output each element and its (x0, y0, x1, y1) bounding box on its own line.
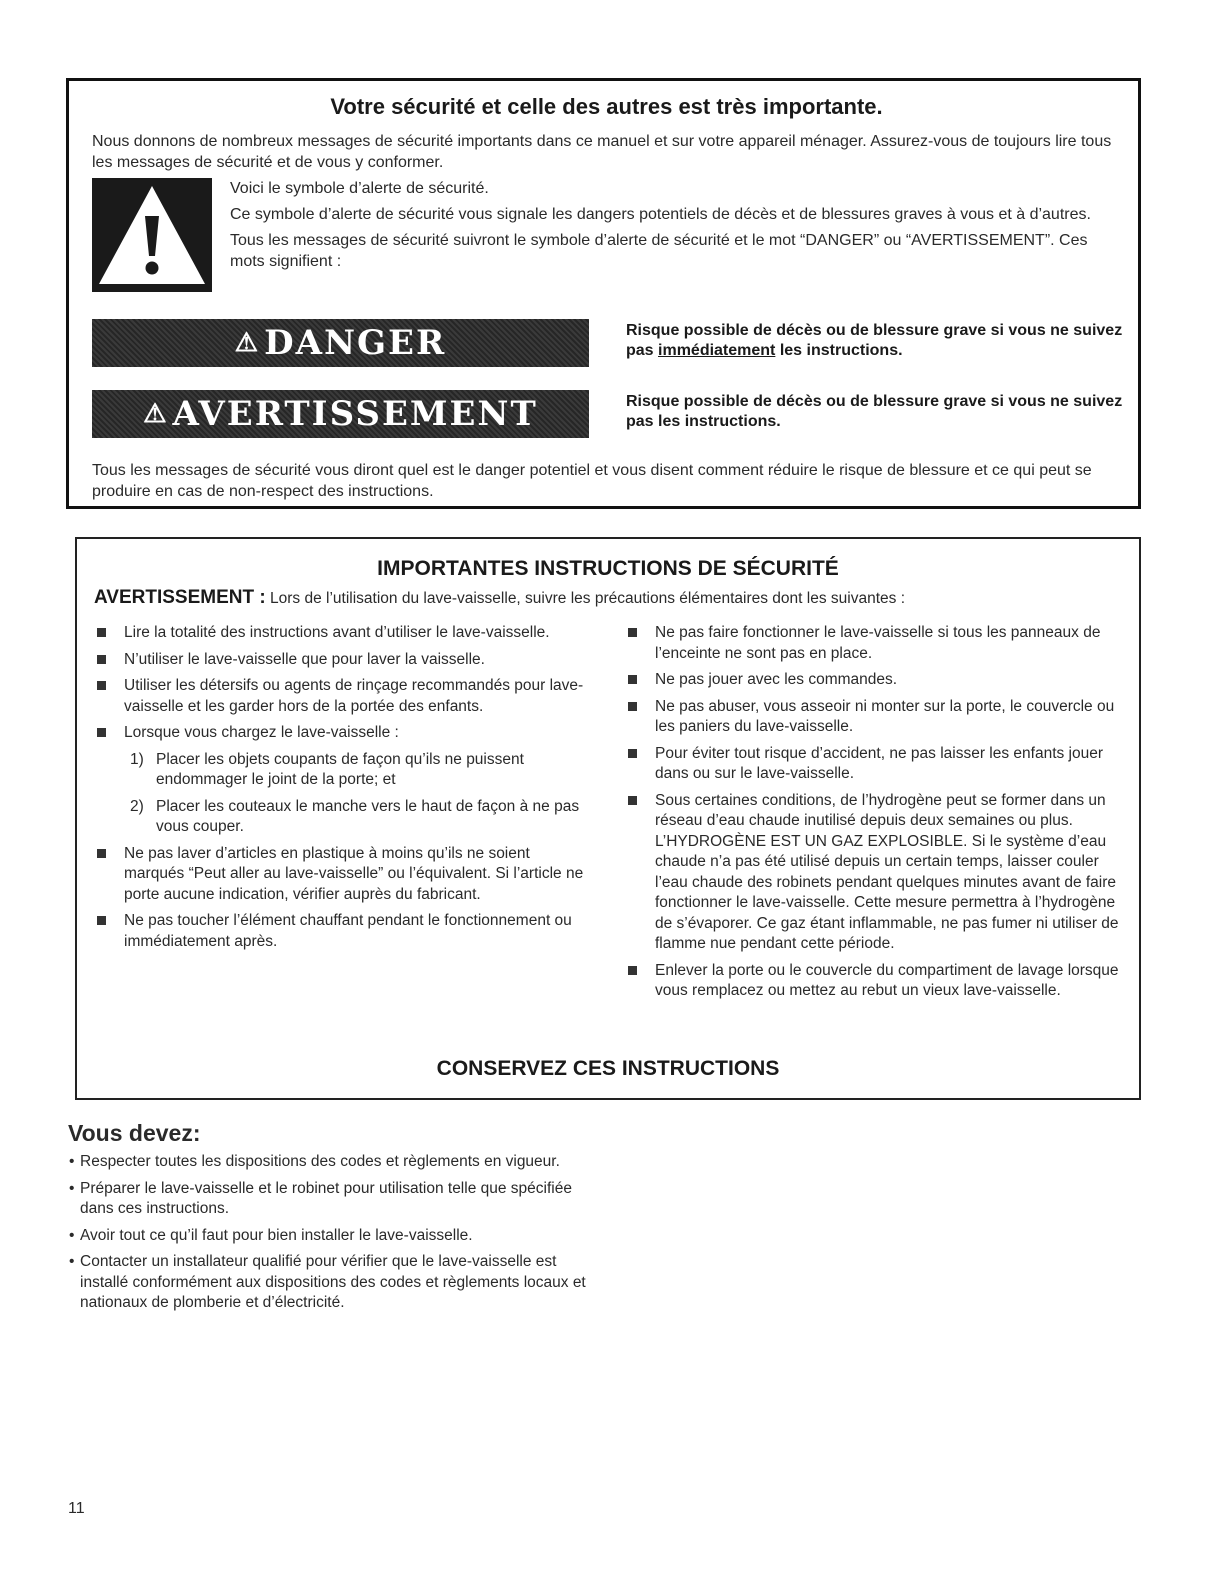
sub-list-item: 2) Placer les couteaux le manche vers le haut de façon à ne pas vous couper. (130, 797, 580, 835)
instructions-left-column (94, 623, 594, 958)
bullet-icon (97, 916, 106, 925)
instructions-warning-label: AVERTISSEMENT : (94, 587, 266, 608)
instructions-right-column (625, 623, 1130, 1008)
page-number: 11 (68, 1500, 85, 1517)
instructions-box (75, 537, 1141, 1100)
alert-explanation (230, 178, 1110, 277)
bullet-icon (97, 728, 106, 737)
list-item: Pour éviter tout risque d’accident, ne pas laisser les enfants jouer dans ou sur le lave-vaisselle. (625, 744, 1130, 785)
bullet-icon (628, 966, 637, 975)
bullet-icon (628, 628, 637, 637)
warning-definition: Risque possible de décès ou de blessure grave si vous ne suivez pas les instructions. (626, 393, 1123, 430)
list-item: • Respecter toutes les dispositions des codes et règlements en vigueur. (68, 1152, 608, 1173)
list-item: Ne pas toucher l’élément chauffant pendant le fonctionnement ou immédiatement après. (94, 911, 594, 952)
list-item: Lorsque vous chargez le lave-vaisselle : (94, 723, 594, 744)
instructions-footer: CONSERVEZ CES INSTRUCTIONS (436, 1057, 780, 1080)
bullet-icon: • (69, 1253, 75, 1270)
bullet-icon (97, 628, 106, 637)
danger-label: DANGER (264, 323, 447, 363)
list-item: Sous certaines conditions, de l’hydrogène peut se former dans un réseau d’eau chaude inutilisé depuis deux semaines ou plus. L’HYDROGÈNE EST UN GAZ EXPLOSIBLE. Si le système d’eau chaude n’a pas été utilisé depuis un certain temps, laisser couler l’eau chaude des robinets pendant quelques minutes avant de faire fonctionner le lave-vaisselle. Cette mesure permettra à l’hydrogène de s’évaporer. Ce gaz étant inflammable, ne pas fumer ni utiliser de flamme nue pendant cette période. (625, 791, 1130, 955)
list-item: • Contacter un installateur qualifié pour vérifier que le lave-vaisselle est installé conformément aux dispositions des codes et règlements locaux et nationaux de plomberie et d’électricité. (69, 1253, 586, 1311)
symbol-description: Ce symbole d’alerte de sécurité vous signale les dangers potentiels de décès et de blessures graves à vous et à d’autres. (230, 206, 1091, 223)
safety-outro: Tous les messages de sécurité vous diront quel est le danger potentiel et vous disent comment réduire le risque de blessure et ce qui peut se produire en cas de non-respect des instructions. (92, 462, 1092, 500)
safety-alert-icon (92, 178, 212, 292)
messages-description: Tous les messages de sécurité suivront le symbole d’alerte de sécurité et le mot “DANGER” ou “AVERTISSEMENT”. Ces mots signifient : (230, 232, 1088, 270)
bullet-icon (97, 681, 106, 690)
instructions-title: IMPORTANTES INSTRUCTIONS DE SÉCURITÉ (377, 557, 839, 580)
bullet-icon: • (69, 1153, 75, 1170)
instructions-warning-text: Lors de l’utilisation du lave-vaisselle, suivre les précautions élémentaires dont les suivantes : (270, 590, 905, 607)
bullet-icon (628, 749, 637, 758)
list-item: Enlever la porte ou le couvercle du compartiment de lavage lorsque vous remplacez ou mettez au rebut un vieux lave-vaisselle. (625, 961, 1130, 1002)
bullet-icon (628, 702, 637, 711)
warning-triangle-icon: ⚠ (234, 328, 261, 358)
danger-emphasis: immédiatement (658, 342, 776, 359)
list-item: Ne pas faire fonctionner le lave-vaisselle si tous les panneaux de l’enceinte ne sont pas en place. (625, 623, 1130, 664)
bullet-icon (628, 675, 637, 684)
list-item: • Avoir tout ce qu’il faut pour bien installer le lave-vaisselle. (68, 1226, 608, 1247)
safety-title: Votre sécurité et celle des autres est très importante. (330, 94, 883, 119)
danger-banner (92, 319, 589, 367)
warning-triangle-icon: ⚠ (143, 399, 169, 429)
list-item: Utiliser les détersifs ou agents de rinçage recommandés pour lave-vaisselle et les garder hors de la portée des enfants. (94, 676, 594, 717)
list-item: Ne pas laver d’articles en plastique à moins qu’ils ne soient marqués “Peut aller au lave-vaisselle” ou l’équivalent. Si l’article ne porte aucune indication, vérifier auprès du fabricant. (94, 844, 594, 906)
safety-intro: Nous donnons de nombreux messages de sécurité importants dans ce manuel et sur votre appareil ménager. Assurez-vous de toujours lire tous les messages de sécurité et de vous y conformer. (92, 133, 1112, 171)
safety-alert-box (66, 78, 1141, 509)
instructions-warning (94, 587, 1134, 609)
list-item: Ne pas jouer avec les commandes. (625, 670, 1130, 691)
list-item: Lire la totalité des instructions avant d’utiliser le lave-vaisselle. (94, 623, 594, 644)
bullet-icon: • (69, 1226, 75, 1244)
warning-label: AVERTISSEMENT (172, 394, 538, 434)
bullet-icon (97, 849, 106, 858)
requirements-title: Vous devez: (68, 1120, 201, 1146)
bullet-icon (628, 796, 637, 805)
list-item: • Préparer le lave-vaisselle et le robinet pour utilisation telle que spécifiée dans ces instructions. (69, 1179, 572, 1217)
bullet-icon: • (69, 1179, 75, 1197)
bullet-icon (97, 655, 106, 664)
list-item: N’utiliser le lave-vaisselle que pour laver la vaisselle. (94, 650, 594, 671)
sub-list-item: 1) Placer les objets coupants de façon qu’ils ne puissent endommager le joint de la porte; et (130, 750, 524, 788)
danger-definition: Risque possible de décès ou de blessure grave si vous ne suivez pas immédiatement les instructions. (626, 322, 1123, 359)
requirements-list (68, 1152, 608, 1320)
symbol-line: Voici le symbole d’alerte de sécurité. (230, 180, 489, 197)
warning-banner (92, 390, 589, 438)
list-item: Ne pas abuser, vous asseoir ni monter sur la porte, le couvercle ou les paniers du lave-vaisselle. (625, 697, 1130, 738)
